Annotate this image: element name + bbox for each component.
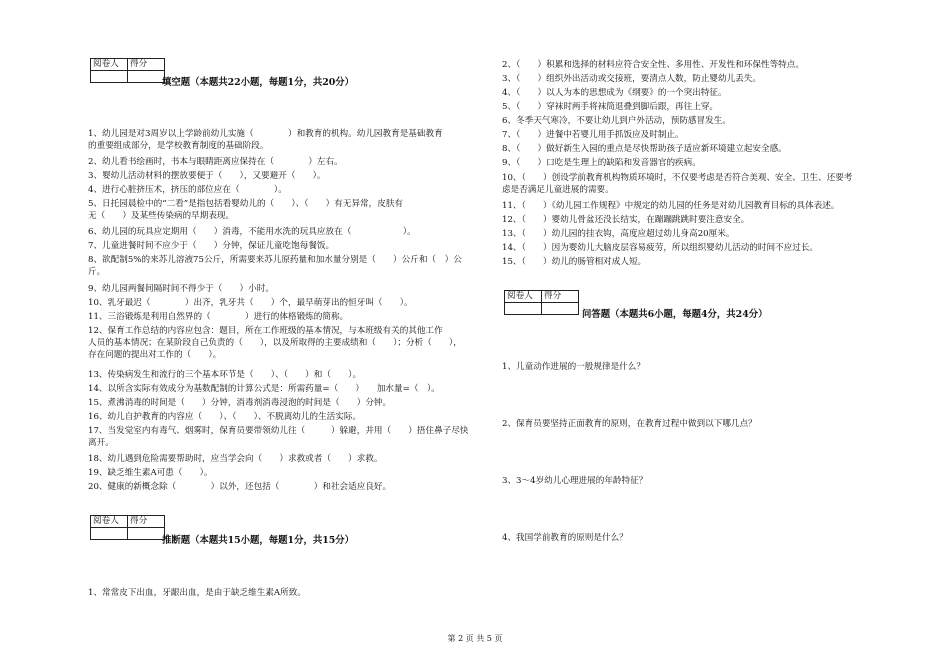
fill-item-2: 2、幼儿看书绘画时，书本与眼睛距离应保持在（ ）左右。 (88, 157, 343, 167)
judge-item-14: 14、（ ）因为婴幼儿大脑皮层容易疲劳，所以组织婴幼儿活动的时间不应过长。 (502, 243, 819, 253)
score-label: 得分 (128, 59, 165, 71)
qa-section-title: 问答题（本题共6小题，每题4分，共24分） (582, 309, 768, 320)
judge-item-12: 12、（ ）婴幼儿骨盆还没长结实，在蹦蹦跳跳时要注意安全。 (502, 215, 750, 225)
fill-item-7: 7、儿童进餐时间不应少于（ ）分钟，保证儿童吃饱每餐饭。 (88, 241, 335, 251)
fill-item-15: 15、煮沸消毒的时间是（ ）分钟，消毒剂消毒浸泡的时间是（ ）分钟。 (88, 398, 392, 408)
fill-item-3: 3、婴幼儿活动材料的摆放要便于（ ），又要避开（ ）。 (88, 171, 326, 181)
score-cell (542, 303, 579, 315)
judge-item-10: 10、（ ）创设学前教育机构物质环境时，不仅要考虑是否符合美观、安全、卫生、还要考 虑是否满足儿童进展的需要。 (502, 173, 853, 196)
judge-item-1: 1、常常皮下出血，牙龈出血，是由于缺乏维生素A所致。 (88, 588, 306, 598)
qa-item-3: 3、3～4岁幼儿心理进展的年龄特征？ (502, 476, 648, 486)
fill-item-10: 10、乳牙最迟（ ）出齐，乳牙共（ ）个，最早萌芽出的恒牙叫（ ）。 (88, 298, 413, 308)
score-cell (128, 71, 165, 83)
fill-item-5: 5、日托园晨检中的“二看”是指包括看婴幼儿的（ ）、（ ）有无异常，皮肤有 无（ ）及某些传染病的早期表现。 (88, 199, 404, 222)
judge-item-11: 11、（ ）《幼儿园工作规程》中规定的幼儿园的任务是对幼儿园教育目标的具体表述。 (502, 201, 840, 211)
fill-item-8: 8、欲配制5%的来苏儿溶液75公斤，所需要来苏儿原药量和加水量分别是（ ）公斤和（ ）公 斤。 (88, 255, 462, 278)
fill-item-20: 20、健康的新概念除（ ）以外，还包括（ ）和社会适应良好。 (88, 482, 392, 492)
fill-item-13: 13、传染病发生和流行的三个基本环节是（ ）、（ ）和（ ）。 (88, 370, 362, 380)
score-box-judge (90, 515, 165, 540)
reviewer-cell (91, 71, 128, 83)
fill-item-12: 12、保育工作总结的内容应包含：题目，所在工作班级的基本情况，与本班级有关的其他工作 人员的基本情况；在某阶段自己负责的（ ），以及所取得的主要成绩和（ ）；分析（ ）， 存在问题的提出对工作的（ ）。 (88, 326, 462, 361)
judge-item-3: 3、（ ）组织外出活动或交接班，要清点人数，防止婴幼儿丢失。 (502, 74, 761, 84)
judge-item-9: 9、（ ）口吃是生理上的缺陷和发音器官的疾病。 (502, 158, 701, 168)
score-cell (128, 528, 165, 540)
score-box-fill (90, 58, 165, 83)
judge-item-4: 4、（ ）以人为本的思想成为《纲要》的一个突出特征。 (502, 88, 727, 98)
fill-item-18: 18、幼儿遇到危险需要帮助时，应当学会向（ ）求救或者（ ）求救。 (88, 454, 383, 464)
fill-item-1: 1、幼儿园是对3周岁以上学龄前幼儿实施（ ）和教育的机构。幼儿园教育是基础教育 的重要组成部分，是学校教育制度的基础阶段。 (88, 129, 443, 152)
reviewer-label: 阅卷人 (91, 516, 128, 528)
score-label: 得分 (128, 516, 165, 528)
qa-item-2: 2、保育员要坚持正面教育的原则，在教育过程中做到以下哪几点？ (502, 419, 757, 429)
judge-item-7: 7、（ ）进餐中若婴儿用手抓饭应及时制止。 (502, 130, 684, 140)
judge-item-8: 8、（ ）做好新生入园的重点是尽快帮助孩子适应新环境建立起安全感。 (502, 144, 787, 154)
judge-item-13: 13、（ ）幼儿园的挂衣钩，高度应超过幼儿身高20厘米。 (502, 229, 735, 239)
reviewer-label: 阅卷人 (91, 59, 128, 71)
score-label: 得分 (542, 291, 579, 303)
judge-item-15: 15、（ ）幼儿的肠管相对成人短。 (502, 257, 647, 267)
reviewer-label: 阅卷人 (505, 291, 542, 303)
fill-section-title: 填空题（本题共22小题，每题1分，共20分） (162, 77, 354, 88)
score-box-qa (504, 290, 579, 315)
fill-item-6: 6、幼儿园的玩具应定期用（ ）消毒，不能用水洗的玩具应放在（ ）。 (88, 227, 416, 237)
fill-item-11: 11、三浴锻炼是利用自然界的（ ）进行的体格锻炼的简称。 (88, 312, 349, 322)
judge-section-title: 推断题（本题共15小题，每题1分，共15分） (162, 535, 354, 546)
fill-item-19: 19、缺乏维生素A可患（ ）。 (88, 468, 213, 478)
reviewer-cell (91, 528, 128, 540)
fill-item-16: 16、幼儿自护教育的内容应（ ）、（ ）、不脱离幼儿的生活实际。 (88, 412, 362, 422)
qa-item-1: 1、儿童动作进展的一般规律是什么？ (502, 362, 645, 372)
page-footer: 第 2 页 共 5 页 (447, 634, 503, 643)
fill-item-14: 14、以所含实际有效成分为基数配制的计算公式是：所需药量=（ ） 加水量=（ ）。 (88, 384, 440, 394)
fill-item-17: 17、当发觉室内有毒气、烟雾时，保育员要带领幼儿往（ ）躲避，并用（ ）捂住鼻子尽快 离开。 (88, 426, 469, 449)
judge-item-5: 5、（ ）穿袜时两手将袜筒退叠到脚后跟，再往上穿。 (502, 102, 719, 112)
judge-item-2: 2、（ ）积累和选择的材料应符合安全性、多用性、开发性和环保性等特点。 (502, 60, 804, 70)
fill-item-9: 9、幼儿园两餐间隔时间不得少于（ ）小时。 (88, 284, 274, 294)
judge-item-6: 6、冬季天气寒冷，不要让幼儿到户外活动，预防感冒发生。 (502, 116, 731, 126)
qa-item-4: 4、我国学前教育的原则是什么？ (502, 533, 628, 543)
fill-item-4: 4、进行心脏挤压术，挤压的部位应在（ ）。 (88, 185, 287, 195)
reviewer-cell (505, 303, 542, 315)
